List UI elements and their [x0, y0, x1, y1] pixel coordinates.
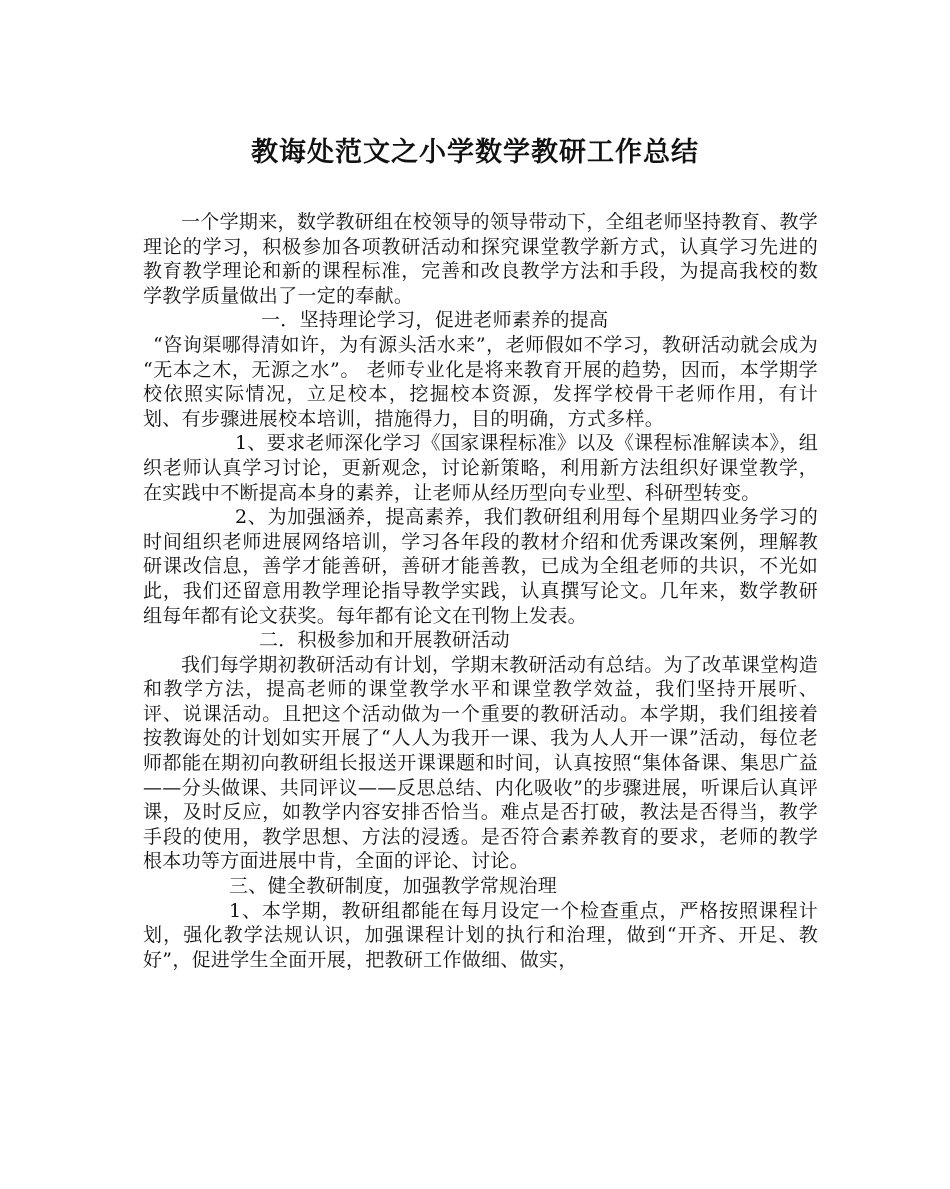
intro-paragraph: 一个学期来，数学教研组在校领导的领导带动下，全组老师坚持教育、教学理论的学习，积极参加各项教研活动和探究课堂教学新方式，认真学习先进的教育教学理论和新的课程标准，完善和改良教学方法和手段，为提高我校的数学教学质量做出了一定的奉献。 [143, 211, 818, 307]
section-1-item-1: 1、要求老师深化学习《国家课程标准》以及《课程标准解读本》，组织老师认真学习讨论，更新观念，讨论新策略，利用新方法组织好课堂教学，在实践中不断提高本身的素养，让老师从经历型向专业型、科研型转变。 [143, 432, 818, 504]
section-1-paragraph: “咨询渠哪得清如许，为有源头活水来”，老师假如不学习，教研活动就会成为 “无本之木，无源之水”。 老师专业化是将来教育开展的趋势，因而，本学期学校依照实际情况，立足校本，挖掘校本资源，发挥学校骨干老师作用，有计划、有步骤进展校本培训，措施得力，目的明确，方式多样。 [143, 333, 818, 430]
section-heading-1: 一．坚持理论学习，促进老师素养的提高 [261, 309, 609, 332]
section-3-item-1: 1、本学期，教研组都能在每月设定一个检查重点，严格按照课程计划，强化教学法规认识，加强课程计划的执行和治理，做到“开齐、开足、教好”，促进学生全面开展，把教研工作做细、做实， [143, 899, 818, 971]
section-heading-2: 二．积极参加和开展教研活动 [259, 629, 510, 652]
section-1-item-2: 2、为加强涵养，提高素养，我们教研组利用每个星期四业务学习的时间组织老师进展网络培训，学习各年段的教材介绍和优秀课改案例，理解教研课改信息，善学才能善研，善研才能善教，已成为全组老师的共识，不光如此，我们还留意用教学理论指导教学实践，认真撰写论文。几年来，数学教研组每年都有论文获奖。每年都有论文在刊物上发表。 [143, 506, 818, 627]
section-2-paragraph: 我们每学期初教研活动有计划，学期末教研活动有总结。为了改革课堂构造和教学方法，提高老师的课堂教学水平和课堂教学效益，我们坚持开展听、评、说课活动。且把这个活动做为一个重要的教研活动。本学期，我们组接着按教诲处的计划如实开展了“人人为我开一课、我为人人开一课”活动，每位老师都能在期初向教研组长报送开课课题和时间，认真按照“集体备课、集思广益——分头做课、共同评议——反思总结、内化吸收”的步骤进展，听课后认真评课，及时反应，如教学内容安排否恰当。难点是否打破，教法是否得当，教学手段的使用，教学思想、方法的浸透。是否符合素养教育的要求，老师的教学根本功等方面进展中肯，全面的评论、讨论。 [143, 653, 818, 873]
document-body [143, 210, 818, 972]
document-title: 教诲处范文之小学数学教研工作总结 [251, 137, 699, 168]
section-heading-3: 三、健全教研制度，加强教学常规治理 [229, 875, 558, 898]
